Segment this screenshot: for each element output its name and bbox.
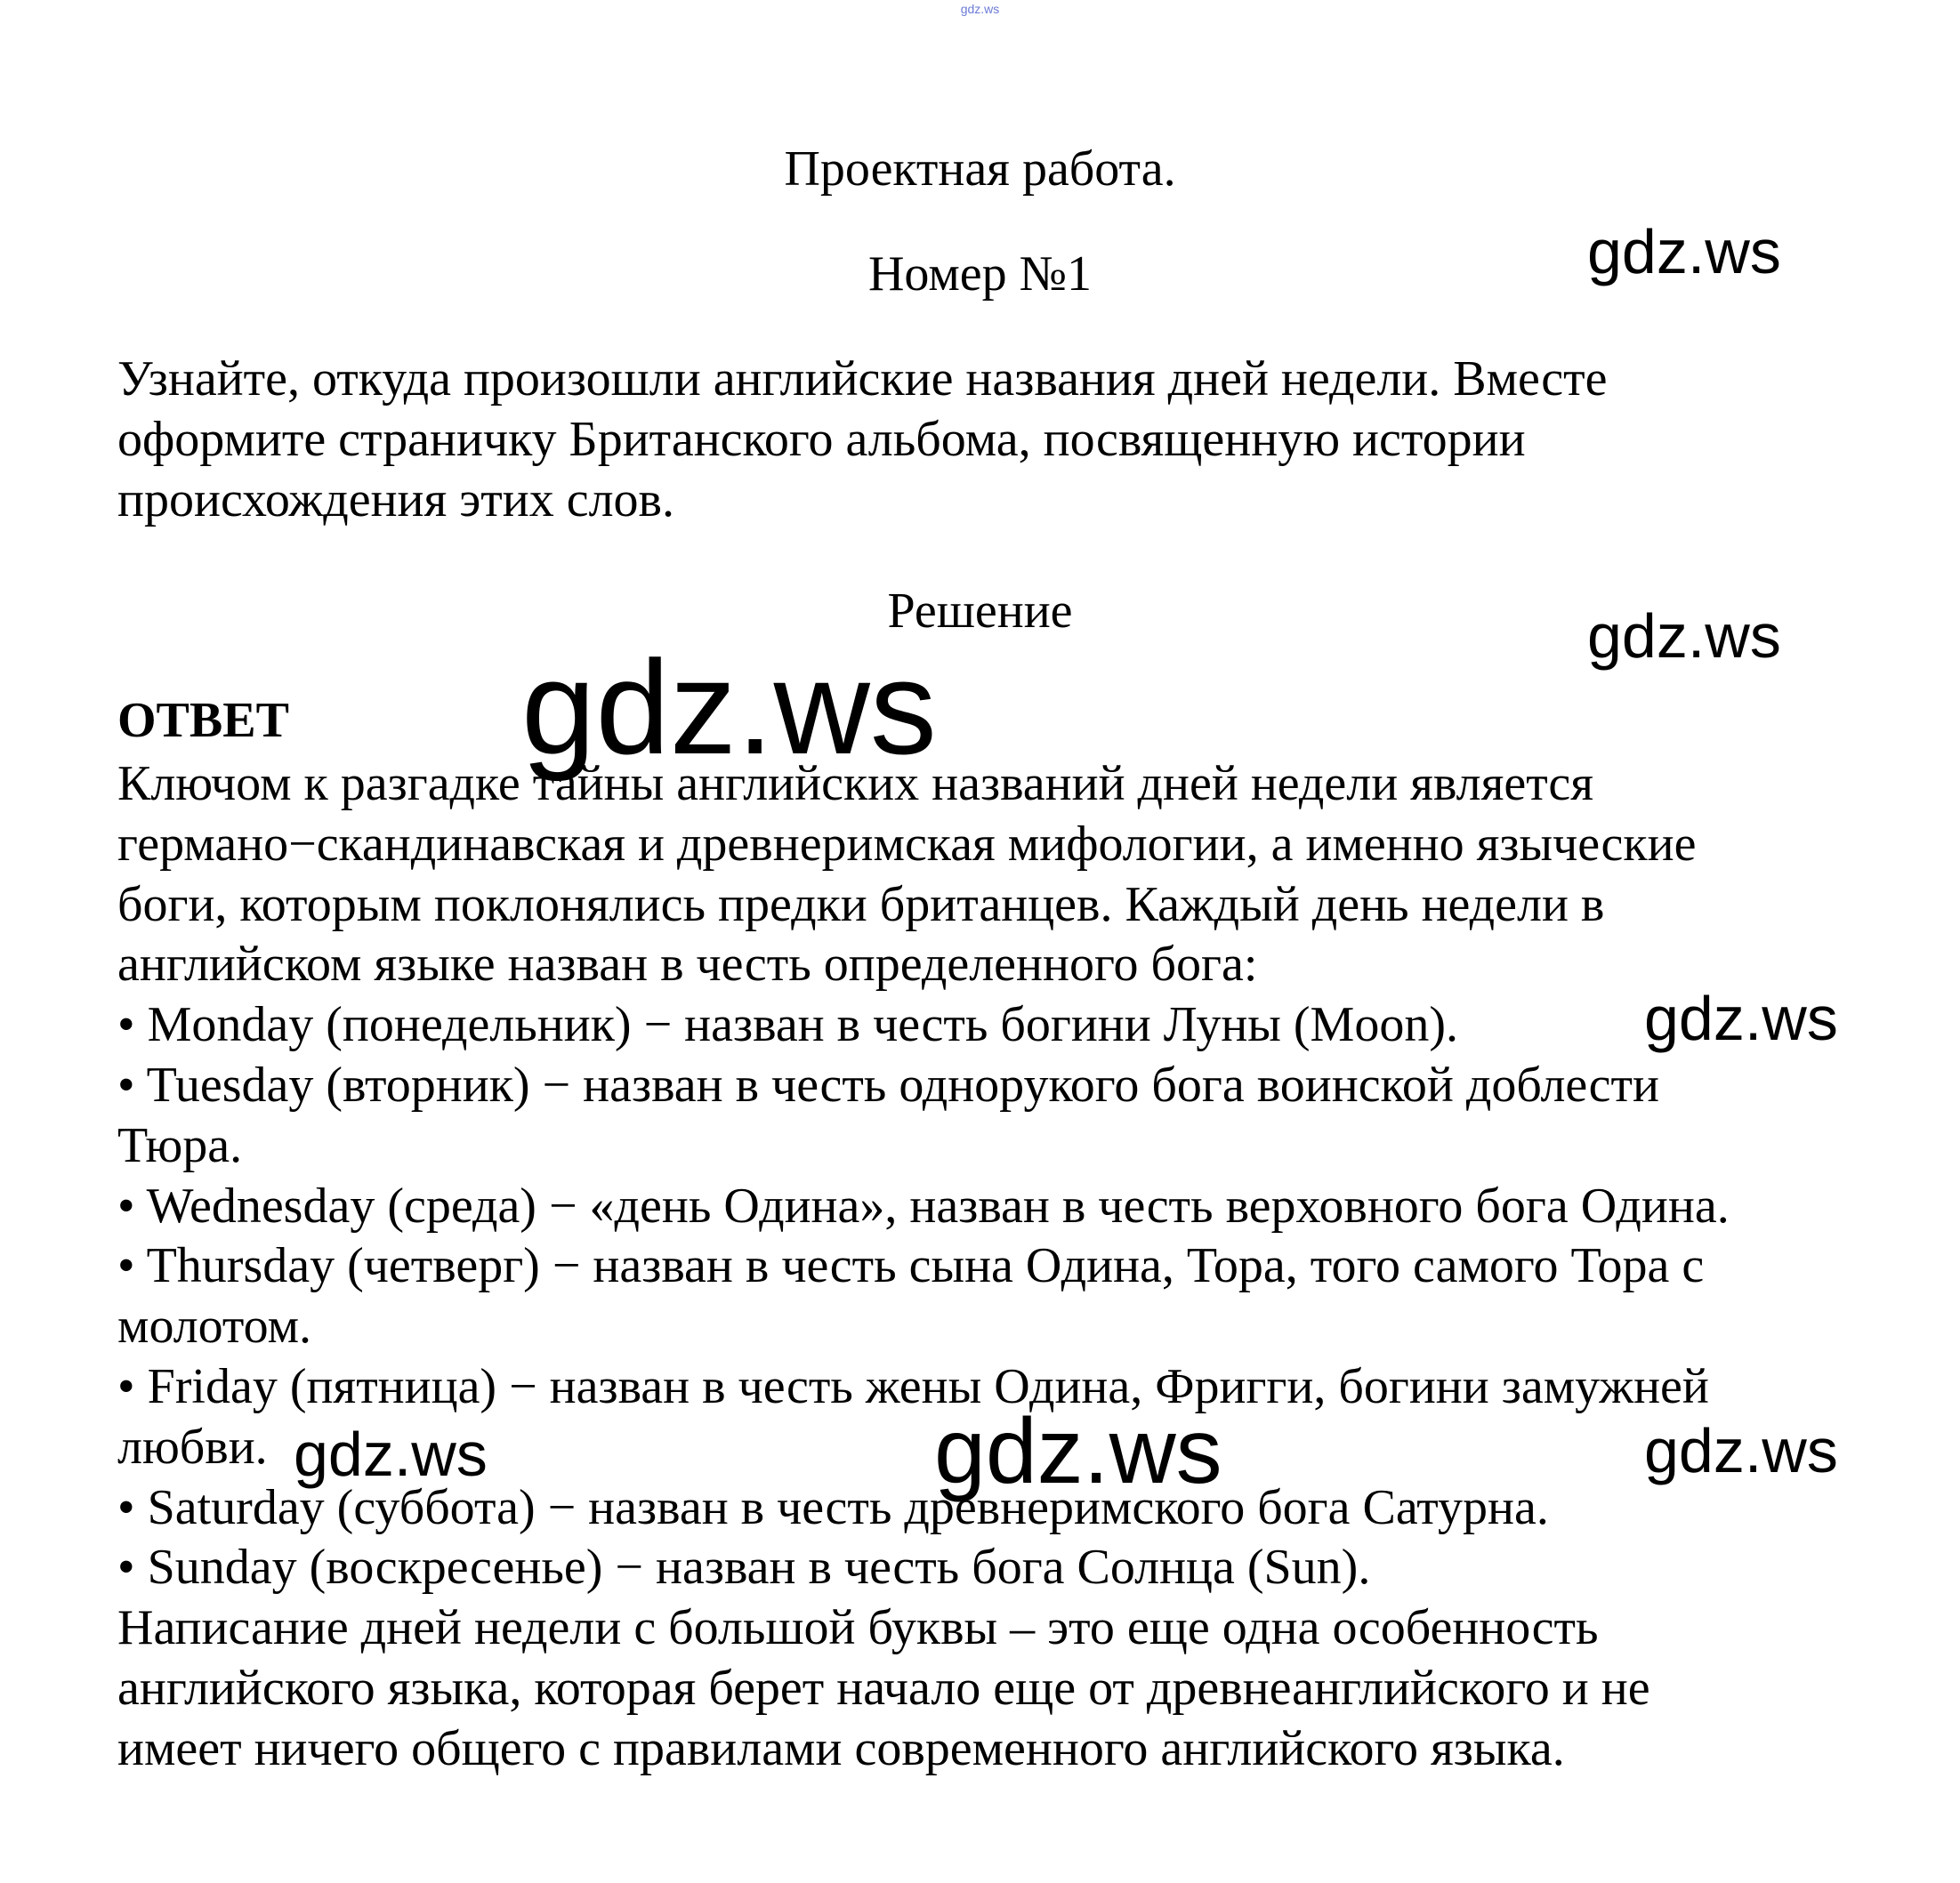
page-title: Проектная работа. xyxy=(784,141,1176,197)
watermark: gdz.ws xyxy=(521,632,937,782)
task-line: оформите страничку Британского альбома, посвященную истории xyxy=(117,412,1526,467)
task-text xyxy=(117,349,1879,530)
watermark: gdz.ws xyxy=(1644,984,1838,1053)
answer-line: • Saturday (суббота) − назван в честь древнеримского бога Сатурна. xyxy=(117,1479,1549,1535)
watermark: gdz.ws xyxy=(294,1420,488,1489)
answer-line: • Sunday (воскресенье) − назван в честь бога Солнца (Sun). xyxy=(117,1540,1371,1596)
answer-line: любви. xyxy=(117,1419,268,1475)
answer-line: • Tuesday (вторник) − назван в честь однорукого бога воинской доблести xyxy=(117,1057,1659,1113)
answer-line: боги, которым поклонялись предки британцев. Каждый день недели в xyxy=(117,876,1605,932)
answer-line: Ключом к разгадке тайны английских названий дней недели является xyxy=(117,756,1593,811)
watermark: gdz.ws xyxy=(1587,217,1781,286)
answer-line: имеет ничего общего с правилами современного английского языка. xyxy=(117,1720,1565,1776)
answer-line: германо−скандинавская и древнеримская мифологии, а именно языческие xyxy=(117,816,1697,872)
exercise-number: Номер №1 xyxy=(867,246,1093,302)
watermark: gdz.ws xyxy=(1644,1416,1838,1485)
answer-line: английского языка, которая берет начало еще от древнеанглийского и не xyxy=(117,1660,1650,1716)
answer-line: Тюра. xyxy=(117,1117,243,1173)
answer-line: • Wednesday (среда) − «день Одина», назван в честь верховного бога Одина. xyxy=(117,1178,1730,1234)
answer-line: молотом. xyxy=(117,1299,312,1355)
answer-line: • Monday (понедельник) − назван в честь богини Луны (Moon). xyxy=(117,997,1458,1053)
task-line: происхождения этих слов. xyxy=(117,472,674,527)
top-watermark: gdz.ws xyxy=(960,2,1000,16)
solution-heading: Решение xyxy=(887,583,1073,639)
task-line: Узнайте, откуда произошли английские названия дней недели. Вместе xyxy=(117,351,1608,406)
answer-line: Написание дней недели с большой буквы – это еще одна особенность xyxy=(117,1600,1599,1656)
answer-line: • Thursday (четверг) − назван в честь сына Одина, Тора, того самого Тора с xyxy=(117,1238,1705,1294)
watermark: gdz.ws xyxy=(934,1400,1222,1503)
watermark: gdz.ws xyxy=(1587,601,1781,671)
answer-heading: ОТВЕТ xyxy=(117,693,289,748)
answer-line: английском языке назван в честь определенного бога: xyxy=(117,937,1258,993)
answer-line: • Friday (пятница) − назван в честь жены Одина, Фригги, богини замужней xyxy=(117,1358,1709,1414)
answer-text xyxy=(117,754,1897,1780)
